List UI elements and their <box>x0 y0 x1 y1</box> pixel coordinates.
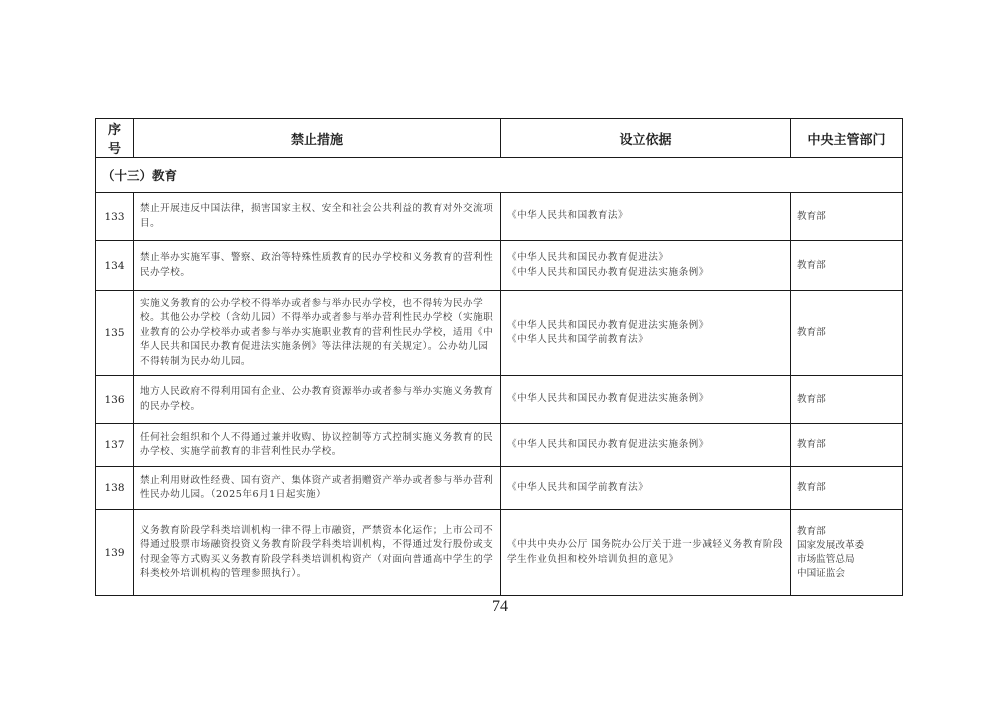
row-number: 137 <box>96 424 134 467</box>
row-measure: 义务教育阶段学科类培训机构一律不得上市融资，严禁资本化运作；上市公司不得通过股票市场融资投资义务教育阶段学科类培训机构，不得通过发行股份或支付现金等方式购买义务教育阶段学科类培训机构资产（对面向普通高中学生的学科类校外培训机构的管理参照执行）。 <box>134 510 501 596</box>
row-number: 138 <box>96 467 134 510</box>
basis-line: 《中华人民共和国民办教育促进法实施条例》 <box>507 266 709 278</box>
row-measure: 禁止举办实施军事、警察、政治等特殊性质教育的民办学校和义务教育的营利性民办学校。 <box>134 241 501 291</box>
row-basis <box>501 424 791 467</box>
basis-line: 《中华人民共和国民办教育促进法实施条例》 <box>507 393 709 405</box>
dept-line: 国家发展改革委 <box>797 539 865 551</box>
table-row <box>96 376 903 424</box>
basis-line: 《中华人民共和国教育法》 <box>507 210 629 222</box>
row-basis <box>501 291 791 376</box>
table-row <box>96 510 903 596</box>
basis-line: 《中共中央办公厅 国务院办公厅关于进一步减轻义务教育阶段学生作业负担和校外培训负担的意见》 <box>507 539 784 565</box>
row-department <box>791 467 903 510</box>
header-prohibited-measures: 禁止措施 <box>134 119 501 158</box>
row-basis <box>501 376 791 424</box>
row-measure: 地方人民政府不得利用国有企业、公办教育资源举办或者参与举办实施义务教育的民办学校。 <box>134 376 501 424</box>
row-basis <box>501 241 791 291</box>
dept-line: 教育部 <box>797 525 826 537</box>
table-row <box>96 424 903 467</box>
row-department <box>791 241 903 291</box>
row-measure: 实施义务教育的公办学校不得举办或者参与举办民办学校，也不得转为民办学校。其他公办学校（含幼儿园）不得举办或者参与举办营利性民办学校（实施职业教育的公办学校举办或者参与举办实施职业教育的营利性民办学校，适用《中华人民共和国民办教育促进法实施条例》等法律法规的有关规定）。公办幼儿园不得转制为民办幼儿园。 <box>134 291 501 376</box>
row-measure: 禁止利用财政性经费、国有资产、集体资产或者捐赠资产举办或者参与举办营利性民办幼儿园。（2025年6月1日起实施） <box>134 467 501 510</box>
table-row <box>96 291 903 376</box>
row-basis <box>501 467 791 510</box>
row-department <box>791 510 903 596</box>
header-serial-number: 序号 <box>96 119 134 158</box>
dept-line: 教育部 <box>797 327 826 338</box>
dept-line: 教育部 <box>797 439 826 450</box>
section-row <box>96 158 903 193</box>
table-row <box>96 241 903 291</box>
header-central-department: 中央主管部门 <box>791 119 903 158</box>
row-basis <box>501 510 791 596</box>
page-number: 74 <box>492 598 508 615</box>
basis-line: 《中华人民共和国民办教育促进法》 <box>507 252 669 263</box>
row-number: 134 <box>96 241 134 291</box>
dept-line: 教育部 <box>797 210 826 222</box>
row-measure: 禁止开展违反中国法律，损害国家主权、安全和社会公共利益的教育对外交流项目。 <box>134 193 501 241</box>
negative-list-table <box>95 118 903 596</box>
row-department <box>791 193 903 241</box>
dept-line: 市场监管总局 <box>797 553 855 565</box>
row-department <box>791 376 903 424</box>
dept-line: 中国证监会 <box>797 567 845 579</box>
header-legal-basis: 设立依据 <box>501 119 791 158</box>
table-header-row <box>96 119 903 158</box>
dept-line: 教育部 <box>797 259 826 271</box>
table-row <box>96 467 903 510</box>
row-number: 136 <box>96 376 134 424</box>
row-basis <box>501 193 791 241</box>
row-number: 133 <box>96 193 134 241</box>
row-measure: 任何社会组织和个人不得通过兼并收购、协议控制等方式控制实施义务教育的民办学校、实施学前教育的非营利性民办学校。 <box>134 424 501 467</box>
row-department <box>791 291 903 376</box>
basis-line: 《中华人民共和国民办教育促进法实施条例》 <box>507 438 709 450</box>
row-number: 135 <box>96 291 134 376</box>
row-number: 139 <box>96 510 134 596</box>
row-department <box>791 424 903 467</box>
dept-line: 教育部 <box>797 393 826 405</box>
basis-line: 《中华人民共和国学前教育法》 <box>507 481 649 493</box>
table-row <box>96 193 903 241</box>
basis-line: 《中华人民共和国民办教育促进法实施条例》 <box>507 319 709 331</box>
basis-line: 《中华人民共和国学前教育法》 <box>507 334 649 345</box>
dept-line: 教育部 <box>797 482 826 493</box>
section-title: （十三）教育 <box>96 158 903 193</box>
